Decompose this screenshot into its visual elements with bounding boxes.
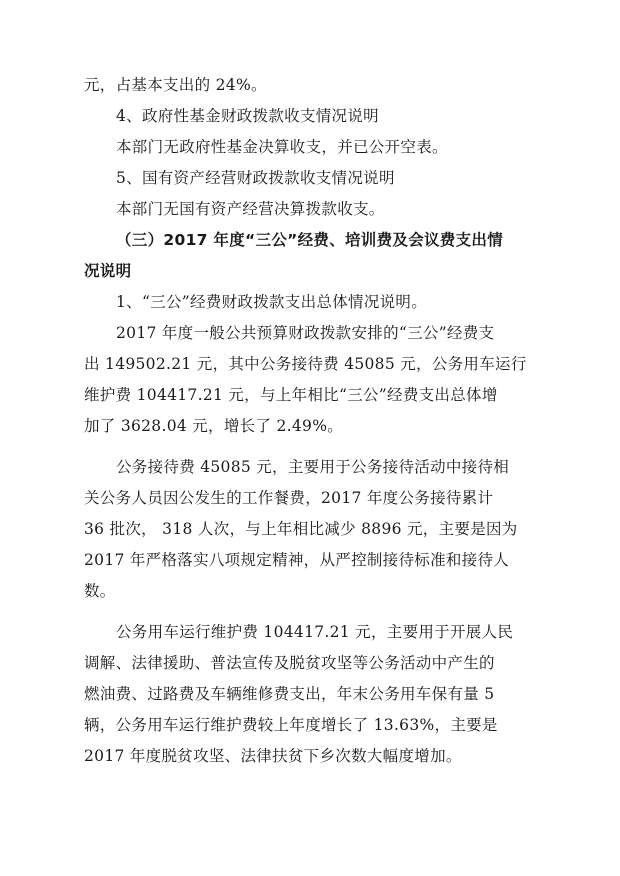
text-line: 加了 3628.04 元，增长了 2.49%。 (84, 417, 344, 435)
text-line: 调解、法律援助、普法宣传及脱贫攻坚等公务活动中产生的 (84, 654, 495, 672)
text-line: 出 149502.21 元，其中公务接待费 45085 元，公务用车运行 (84, 355, 527, 373)
section-heading-3-cont: 况说明 (84, 262, 132, 280)
text-line: 本部门无国有资产经营决算拨款收支。 (116, 200, 385, 218)
section-heading-3: （三）2017 年度“三公”经费、培训费及会议费支出情 (116, 231, 504, 249)
text-line: 辆，公务用车运行维护费较上年度增长了 13.63%，主要是 (84, 716, 498, 734)
text-line: 2017 年度脱贫攻坚、法律扶贫下乡次数大幅度增加。 (84, 747, 462, 765)
text-line: 36 批次， 318 人次，与上年相比减少 8896 元，主要是因为 (84, 520, 518, 538)
text-line: 2017 年严格落实八项规定精神，从严控制接待标准和接待人 (84, 551, 510, 569)
text-line: 本部门无政府性基金决算收支，并已公开空表。 (116, 138, 448, 156)
text-line: 关公务人员因公发生的工作餐费，2017 年度公务接待累计 (84, 489, 494, 507)
text-line: 燃油费、过路费及车辆维修费支出，年末公务用车保有量 5 (84, 685, 495, 703)
text-line: 数。 (84, 582, 116, 600)
subsection-heading-1: 1、“三公”经费财政拨款支出总体情况说明。 (116, 293, 428, 311)
text-line: 公务接待费 45085 元，主要用于公务接待活动中接待相 (116, 458, 510, 476)
text-line: 2017 年度一般公共预算财政拨款安排的“三公”经费支 (116, 324, 495, 342)
section-heading-4: 4、政府性基金财政拨款收支情况说明 (116, 107, 379, 125)
document-page (84, 70, 536, 772)
section-heading-5: 5、国有资产经营财政拨款收支情况说明 (116, 169, 395, 187)
text-line: 元，占基本支出的 24%。 (84, 76, 267, 94)
text-line: 维护费 104417.21 元，与上年相比“三公”经费支出总体增 (84, 386, 498, 404)
text-line: 公务用车运行维护费 104417.21 元，主要用于开展人民 (116, 623, 514, 641)
